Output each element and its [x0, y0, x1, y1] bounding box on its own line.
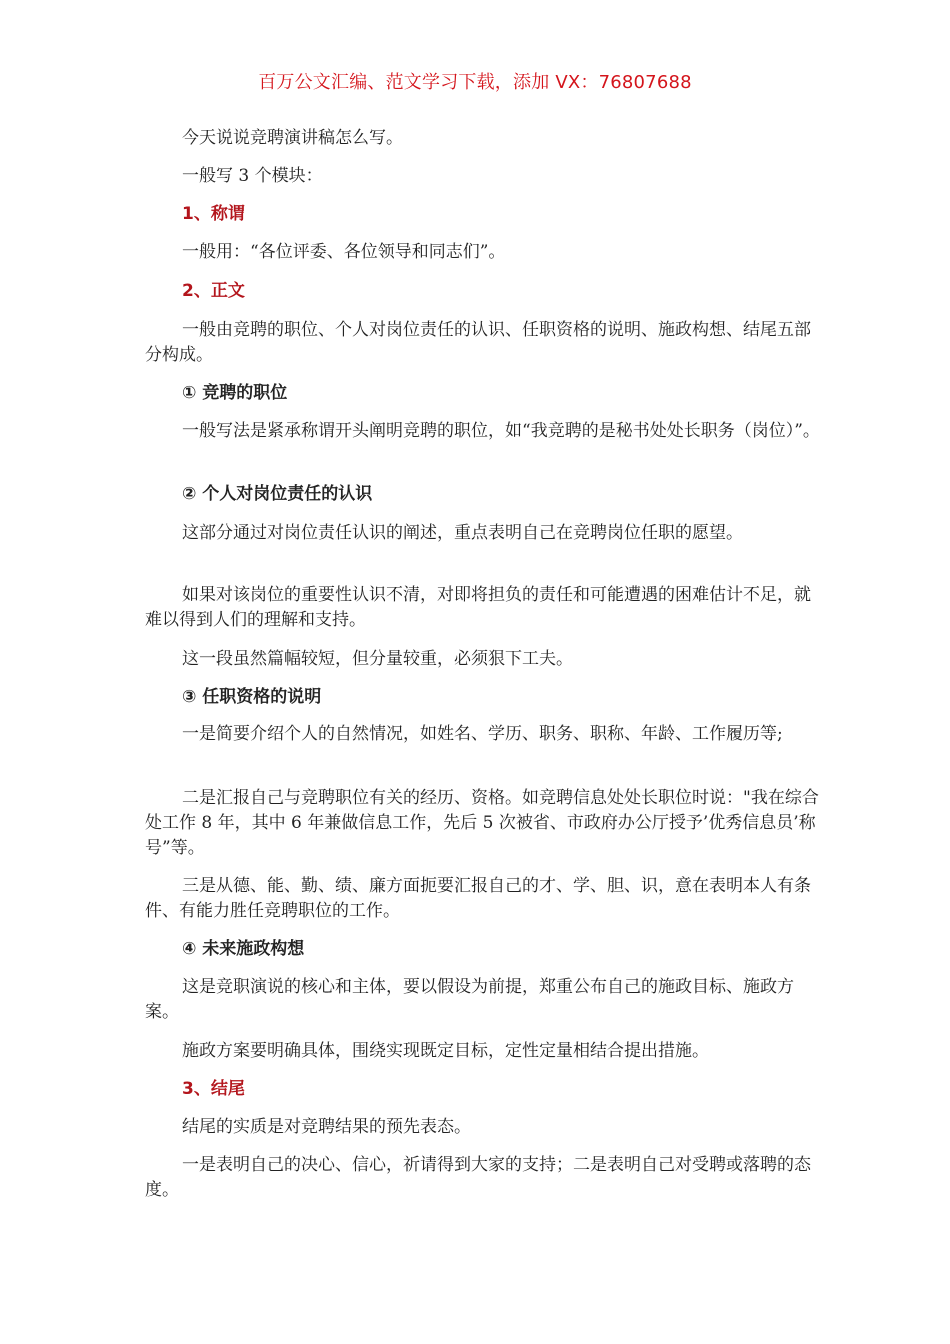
ending-paragraph-1: 结尾的实质是对竞聘结果的预先表态。 — [182, 1117, 471, 1137]
modules-paragraph: 一般写 3 个模块： — [182, 166, 323, 186]
qualification-paragraph-1: 一是简要介绍个人的自然情况，如姓名、学历、职务、职称、年龄、工作履历等; — [182, 724, 783, 744]
ending-paragraph-2: 一是表明自己的决心、信心，祈请得到大家的支持；二是表明自己对受聘或落聘的态度。 — [145, 1155, 811, 1200]
importance-paragraph: 如果对该岗位的重要性认识不清，对即将担负的责任和可能遭遇的困难估计不足，就难以得到人们的理解和支持。 — [145, 585, 811, 630]
subheading-qualification: ③ 任职资格的说明 — [182, 687, 322, 707]
section-heading-salutation: 1、称谓 — [182, 204, 245, 224]
responsibility-paragraph: 这部分通过对岗位责任认识的阐述，重点表明自己在竞聘岗位任职的愿望。 — [182, 523, 743, 543]
effort-paragraph: 这一段虽然篇幅较短，但分量较重，必须狠下工夫。 — [182, 649, 573, 669]
intro-paragraph: 今天说说竞聘演讲稿怎么写。 — [182, 128, 403, 148]
section-heading-ending: 3、结尾 — [182, 1079, 245, 1099]
subheading-responsibility: ② 个人对岗位责任的认识 — [182, 484, 373, 504]
future-plan-paragraph-2: 施政方案要明确具体，围绕实现既定目标，定性定量相结合提出措施。 — [182, 1041, 709, 1061]
header-banner: 百万公文汇编、范文学习下载，添加 VX：76807688 — [258, 72, 692, 93]
body-overview-paragraph: 一般由竞聘的职位、个人对岗位责任的认识、任职资格的说明、施政构想、结尾五部分构成。 — [145, 320, 811, 365]
qualification-paragraph-3: 三是从德、能、勤、绩、廉方面扼要汇报自己的才、学、胆、识，意在表明本人有条件、有能力胜任竞聘职位的工作。 — [145, 876, 811, 921]
salutation-paragraph: 一般用：“各位评委、各位领导和同志们”。 — [182, 242, 506, 262]
section-heading-body: 2、正文 — [182, 281, 245, 301]
subheading-future-plan: ④ 未来施政构想 — [182, 939, 305, 959]
future-plan-paragraph-1: 这是竞职演说的核心和主体，要以假设为前提，郑重公布自己的施政目标、施政方案。 — [145, 977, 794, 1022]
subheading-position: ① 竞聘的职位 — [182, 383, 288, 403]
qualification-paragraph-2: 二是汇报自己与竞聘职位有关的经历、资格。如竞聘信息处处长职位时说："我在综合处工作 8 年，其中 6 年兼做信息工作，先后 5 次被省、市政府办公厅授予’优秀信息员’称号”等。 — [145, 788, 819, 858]
position-paragraph: 一般写法是紧承称谓开头阐明竞聘的职位，如“我竞聘的是秘书处处长职务（岗位）”。 — [182, 421, 820, 441]
